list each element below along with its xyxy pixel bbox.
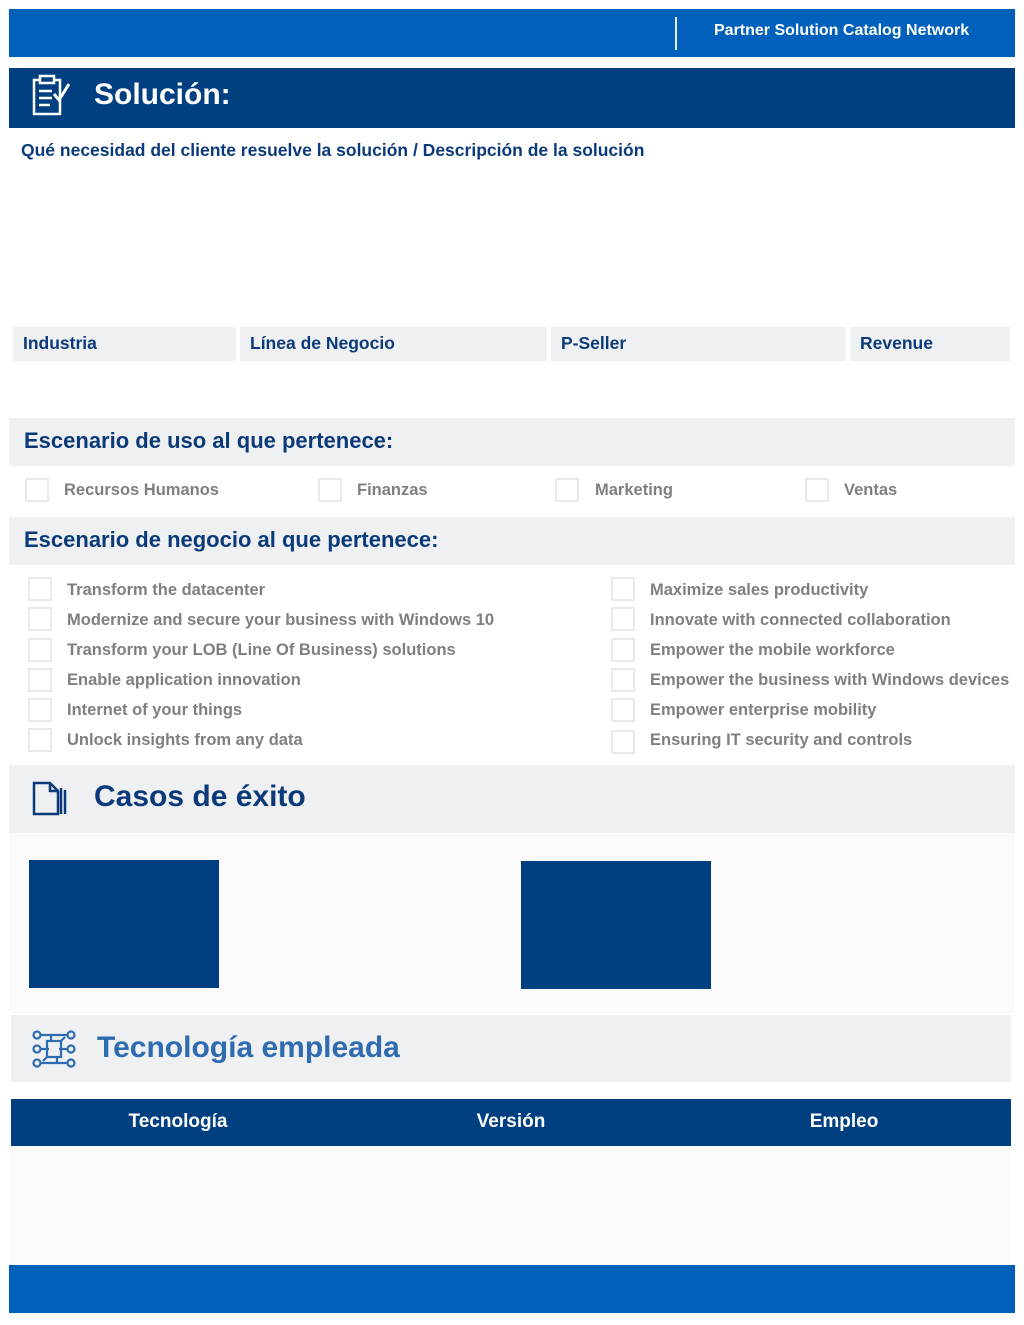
field-p-seller: P-Seller [551, 327, 846, 361]
label-business-right-5: Empower enterprise mobility [650, 701, 877, 719]
checkbox-business-right-4[interactable] [611, 668, 635, 692]
label-business-right-6: Ensuring IT security and controls [650, 731, 913, 749]
label-business-right-3: Empower the mobile workforce [650, 641, 895, 659]
label-business-left-5: Internet of your things [67, 701, 243, 719]
column-tecnologia: Tecnología [128, 1111, 228, 1132]
brand-label: Partner Solution Catalog Network [714, 22, 970, 39]
cases-title: Casos de éxito [94, 780, 306, 813]
checkbox-marketing[interactable] [555, 478, 579, 502]
label-business-left-1: Transform the datacenter [67, 581, 266, 599]
technology-table-body [11, 1146, 1011, 1265]
document-icon [30, 780, 70, 818]
label-marketing: Marketing [595, 481, 673, 499]
field-industria: Industria [13, 327, 236, 361]
label-finanzas: Finanzas [357, 481, 428, 499]
label-business-left-3: Transform your LOB (Line Of Business) solutions [67, 641, 456, 659]
label-business-left-4: Enable application innovation [67, 671, 301, 689]
solution-title: Solución: [94, 78, 231, 111]
clipboard-check-icon [28, 74, 72, 120]
checkbox-business-right-2[interactable] [611, 607, 635, 631]
technology-title: Tecnología empleada [97, 1031, 400, 1064]
checkbox-business-right-3[interactable] [611, 638, 635, 662]
checkbox-business-left-5[interactable] [28, 698, 52, 722]
column-version: Versión [476, 1111, 546, 1132]
solution-subtitle: Qué necesidad del cliente resuelve la solución / Descripción de la solución [21, 140, 645, 160]
checkbox-business-left-2[interactable] [28, 607, 52, 631]
business-title: Escenario de negocio al que pertenece: [24, 527, 439, 552]
circuit-icon [31, 1029, 77, 1069]
label-ventas: Ventas [844, 481, 898, 499]
label-business-left-2: Modernize and secure your business with Windows 10 [67, 611, 495, 629]
checkbox-business-right-6[interactable] [611, 730, 635, 754]
label-business-right-4: Empower the business with Windows devices [650, 671, 1010, 689]
checkbox-business-left-4[interactable] [28, 668, 52, 692]
checkbox-ventas[interactable] [805, 478, 829, 502]
case-image-placeholder-2 [521, 861, 711, 989]
checkbox-business-right-5[interactable] [611, 698, 635, 722]
case-image-placeholder-1 [29, 860, 219, 988]
header-divider [675, 17, 677, 50]
checkbox-business-right-1[interactable] [611, 577, 635, 601]
label-business-right-1: Maximize sales productivity [650, 581, 869, 599]
field-linea-de-negocio: Línea de Negocio [240, 327, 547, 361]
column-empleo: Empleo [809, 1111, 879, 1132]
checkbox-business-left-6[interactable] [28, 728, 52, 752]
usage-title: Escenario de uso al que pertenece: [24, 428, 394, 453]
checkbox-finanzas[interactable] [318, 478, 342, 502]
field-revenue: Revenue [850, 327, 1010, 361]
label-business-left-6: Unlock insights from any data [67, 731, 303, 749]
label-business-right-2: Innovate with connected collaboration [650, 611, 951, 629]
bottom-footer-bar [9, 1265, 1015, 1313]
checkbox-recursos-humanos[interactable] [25, 478, 49, 502]
checkbox-business-left-3[interactable] [28, 638, 52, 662]
label-recursos-humanos: Recursos Humanos [64, 481, 219, 499]
checkbox-business-left-1[interactable] [28, 577, 52, 601]
